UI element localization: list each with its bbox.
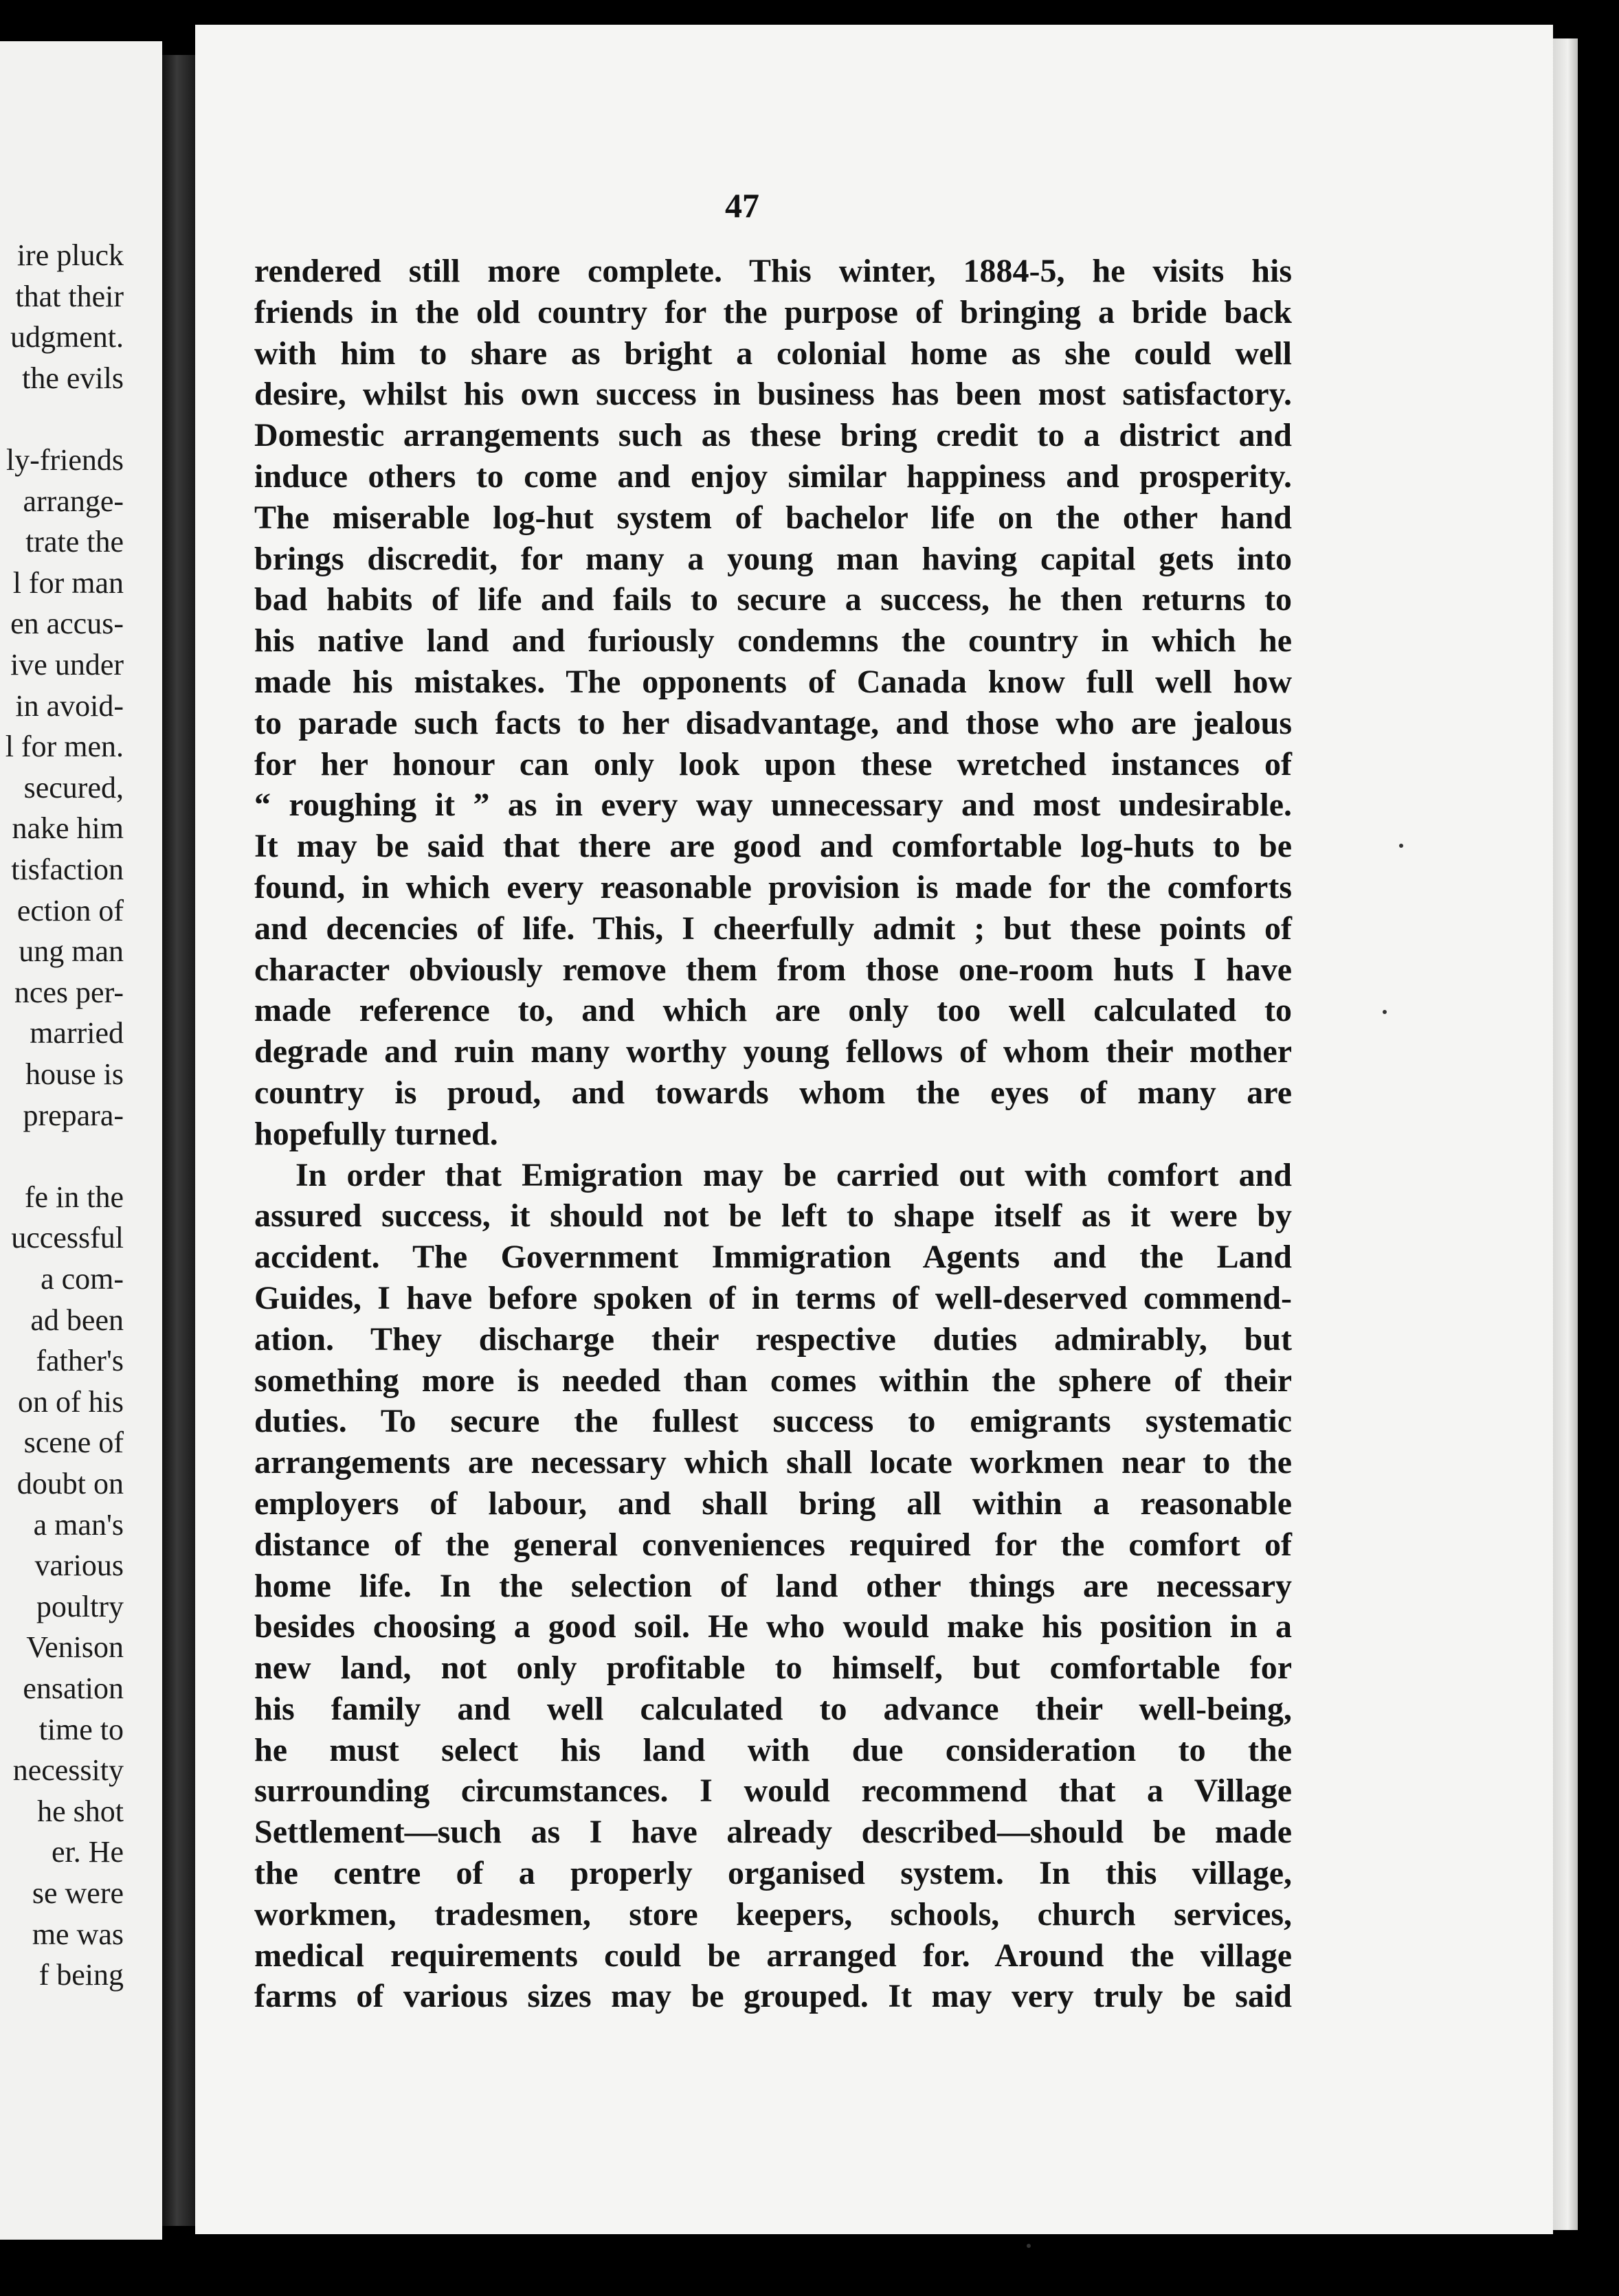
facing-page-line: ad been [30, 1303, 124, 1337]
facing-page-line: a com- [41, 1262, 124, 1296]
text-line: degrade and ruin many worthy young fellows of whom their mother [254, 1033, 1292, 1070]
text-line: and decencies of life. This, I cheerfully admit ; but these points of [254, 910, 1292, 947]
text-line: duties. To secure the fullest success to emigrants systematic [254, 1403, 1292, 1440]
facing-page-line: nake him [12, 811, 124, 846]
text-line: “ roughing it ” as in every way unnecessary and most undesirable. [254, 787, 1292, 824]
facing-page-line: trate the [25, 525, 124, 559]
text-line: made his mistakes. The opponents of Canada know full well how [254, 663, 1292, 700]
page-stack-edge [1553, 38, 1578, 2230]
facing-page-line: scene of [23, 1426, 124, 1460]
text-line: It may be said that there are good and comfortable log-huts to be [254, 828, 1292, 865]
text-line: something more is needed than comes within the sphere of their [254, 1362, 1292, 1399]
text-line: arrangements are necessary which shall locate workmen near to the [254, 1444, 1292, 1481]
text-line: new land, not only profitable to himself, but comfortable for [254, 1650, 1292, 1687]
text-line: his family and well calculated to advance their well-being, [254, 1690, 1292, 1727]
text-line: Domestic arrangements such as these bring credit to a district and [254, 417, 1292, 454]
text-line: medical requirements could be arranged for. Around the village [254, 1937, 1292, 1974]
facing-page-line: ly-friends [5, 443, 124, 477]
text-line: found, in which every reasonable provision is made for the comforts [254, 868, 1292, 905]
text-line: brings discredit, for many a young man having capital gets into [254, 540, 1292, 577]
facing-page-line: er. He [51, 1835, 124, 1869]
text-line: country is proud, and towards whom the eyes of many are [254, 1074, 1292, 1111]
facing-page-line: a man's [33, 1507, 124, 1542]
facing-page-line: married [30, 1016, 124, 1050]
facing-page-line: prepara- [23, 1098, 124, 1132]
text-line: assured success, it should not be left to shape itself as it were by [254, 1197, 1292, 1235]
facing-page-line: ection of [16, 893, 124, 927]
page-number: 47 [725, 186, 759, 225]
facing-page-line: me was [32, 1917, 124, 1951]
text-line: friends in the old country for the purpose of bringing a bride back [254, 293, 1292, 330]
paragraph [254, 251, 1292, 1155]
text-line: In order that Emigration may be carried out with comfort and [295, 1156, 1292, 1193]
facing-page-line: uccessful [11, 1221, 124, 1255]
text-line: workmen, tradesmen, store keepers, schools, church services, [254, 1895, 1292, 1933]
facing-page-line: l for man [12, 565, 124, 600]
text-line: distance of the general conveniences required for the comfort of [254, 1526, 1292, 1563]
facing-page-line: se were [32, 1876, 124, 1910]
facing-page-line: fe in the [24, 1180, 124, 1214]
facing-page-line: on of his [18, 1384, 124, 1419]
text-line: with him to share as bright a colonial home as she could well [254, 335, 1292, 372]
text-line: for her honour can only look upon these wretched instances of [254, 745, 1292, 783]
facing-page-line: Venison [26, 1630, 124, 1665]
facing-page-line: ung man [19, 934, 124, 969]
facing-page-line: poultry [36, 1589, 124, 1623]
text-line: desire, whilst his own success in business has been most satisfactory. [254, 376, 1292, 413]
text-line: employers of labour, and shall bring all within a reasonable [254, 1485, 1292, 1522]
text-line: ation. They discharge their respective duties admirably, but [254, 1320, 1292, 1358]
facing-page-line: in avoid- [15, 688, 124, 723]
scan-speck [1383, 1010, 1387, 1014]
facing-page-edge [0, 41, 162, 2240]
facing-page-line: en accus- [10, 607, 124, 641]
text-line: he must select his land with due consideration to the [254, 1731, 1292, 1768]
facing-page-line: tisfaction [11, 853, 124, 886]
facing-page-line: f being [38, 1958, 124, 1992]
facing-page-line: time to [38, 1712, 124, 1746]
facing-page-line: the evils [22, 361, 124, 395]
text-line: besides choosing a good soil. He who would make his position in a [254, 1608, 1292, 1645]
facing-page-line: doubt on [16, 1467, 124, 1500]
text-line: made reference to, and which are only too well calculated to [254, 992, 1292, 1029]
text-line: Settlement—such as I have already described—should be made [254, 1814, 1292, 1851]
text-line: surrounding circumstances. I would recommend that a Village [254, 1772, 1292, 1810]
facing-page-line: necessity [12, 1753, 124, 1788]
facing-page-line: udgment. [10, 320, 124, 354]
facing-page-line: ive under [10, 648, 124, 682]
text-line: farms of various sizes may be grouped. It may very truly be said [254, 1978, 1292, 2015]
scan-speck [1399, 844, 1403, 848]
text-line: The miserable log-hut system of bachelor life on the other hand [254, 499, 1292, 536]
text-line: to parade such facts to her disadvantage, and those who are jealous [254, 704, 1292, 741]
facing-page-line: ensation [23, 1672, 124, 1705]
scan-speck [1027, 2244, 1031, 2248]
text-line: induce others to come and enjoy similar happiness and prosperity. [254, 458, 1292, 495]
text-line: home life. In the selection of land other things are necessary [254, 1567, 1292, 1604]
facing-page-line: father's [36, 1344, 124, 1378]
facing-page-line: ire pluck [16, 238, 124, 272]
paragraph [254, 1155, 1292, 2018]
text-line: the centre of a properly organised system. In this village, [254, 1855, 1292, 1892]
text-line: hopefully turned. [254, 1115, 498, 1152]
page-body-text [254, 251, 1292, 2017]
text-line: rendered still more complete. This winter, 1884-5, he visits his [254, 253, 1292, 289]
book-gutter [162, 55, 195, 2226]
text-line: character obviously remove them from those one-room huts I have [254, 951, 1292, 988]
facing-page-line: secured, [23, 770, 124, 804]
text-line: Guides, I have before spoken of in terms of well-deserved commend- [254, 1279, 1292, 1316]
text-line: accident. The Government Immigration Agents and the Land [254, 1239, 1292, 1276]
facing-page-line: various [34, 1549, 124, 1583]
text-line: his native land and furiously condemns the country in which he [254, 622, 1292, 660]
facing-page-line: l for men. [5, 730, 124, 764]
facing-page-line: he shot [37, 1794, 124, 1828]
facing-page-line: that their [15, 279, 124, 313]
text-line: bad habits of life and fails to secure a success, he then returns to [254, 581, 1292, 618]
facing-page-line: nces per- [14, 975, 124, 1009]
facing-page-line: arrange- [23, 484, 124, 518]
facing-page-line: house is [25, 1057, 124, 1091]
